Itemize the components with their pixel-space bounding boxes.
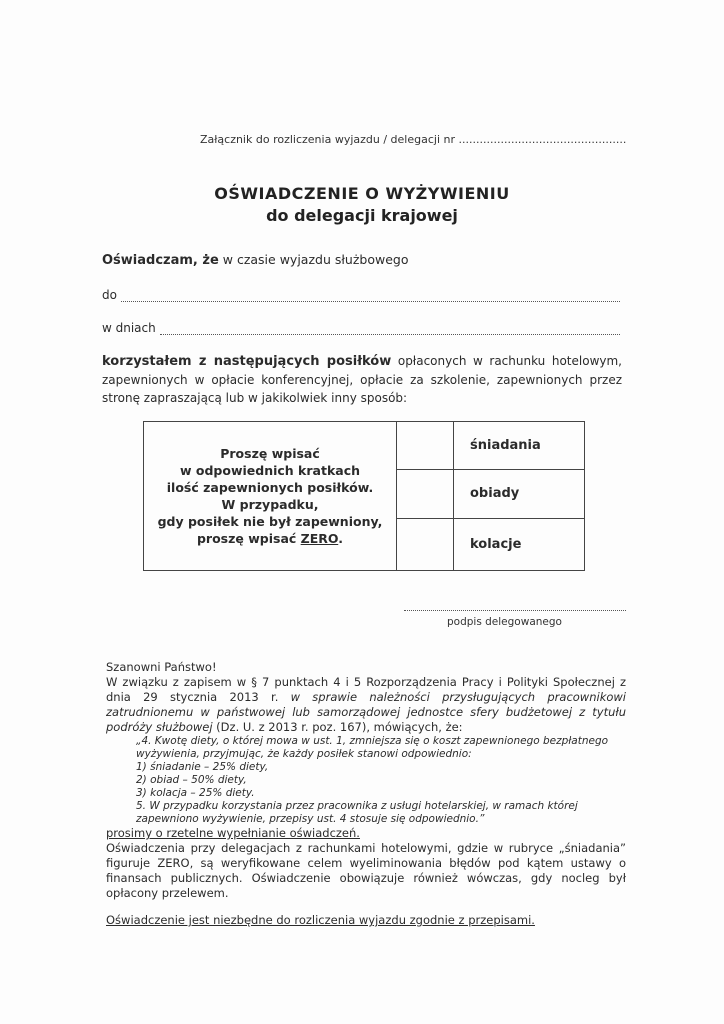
dates-label: w dniach xyxy=(102,321,156,335)
dinner-label: kolacje xyxy=(454,518,585,570)
destination-field[interactable] xyxy=(102,288,620,302)
letter-paragraph-1 xyxy=(106,675,626,735)
document-title: OŚWIADCZENIE O WYŻYWIENIU xyxy=(214,184,510,203)
dates-dotted-line[interactable] xyxy=(160,324,620,335)
dinner-count-cell[interactable] xyxy=(397,518,454,570)
meals-used-rest: opłaconych w rachunku hotelowym, zapewnionych w opłacie konferencyjnej, opłacie za szkolenie, zapewnionych przez stronę zapraszającą lub w jakikolwiek inny sposób: xyxy=(102,354,622,405)
meals-used-paragraph xyxy=(102,352,622,407)
breakfast-count-cell[interactable] xyxy=(397,422,454,470)
declaration-line xyxy=(102,252,408,268)
letter-p1-start: W związku z zapisem w § 7 punktach 4 i 5 Rozporządzenia Pracy i Polityki Społecznej z dnia 29 stycznia 2013 r. xyxy=(106,675,626,704)
quote-line-3: 2) obiad – 50% diety, xyxy=(136,774,247,786)
meals-used-bold: korzystałem z następujących posiłków xyxy=(102,354,392,369)
signature-label: podpis delegowanego xyxy=(447,616,562,628)
letter-closing: Oświadczenie jest niezbędne do rozliczenia wyjazdu zgodnie z przepisami. xyxy=(106,913,535,927)
lunch-label: obiady xyxy=(454,470,585,518)
instruction-line-5: gdy posiłek nie był zapewniony, xyxy=(157,514,383,529)
letter-p1-italic: w sprawie należności przysługujących pracownikowi zatrudnionemu w państwowej lub samorządowej jednostce sfery budżetowej z tytułu podróży służbowej xyxy=(106,690,626,734)
destination-dotted-line[interactable] xyxy=(121,291,620,302)
info-letter xyxy=(106,660,626,928)
letter-p1-end: (Dz. U. z 2013 r. poz. 167), mówiących, że: xyxy=(212,720,463,734)
attachment-reference: Załącznik do rozliczenia wyjazdu / delegacji nr ................................................ xyxy=(200,133,627,146)
instruction-line-6 xyxy=(148,530,392,547)
quote-line-2: 1) śniadanie – 25% diety, xyxy=(136,761,269,773)
meals-table xyxy=(143,421,585,571)
breakfast-label: śniadania xyxy=(454,422,585,470)
quote-line-5: 5. W przypadku korzystania przez pracownika z usługi hotelarskiej, w ramach której zapewniono wyżywienie, przepisy ust. 4 stosuje się odpowiednio.” xyxy=(136,800,578,825)
lunch-count-cell[interactable] xyxy=(397,470,454,518)
quote-line-1: „4. Kwotę diety, o której mowa w ust. 1, zmniejsza się o koszt zapewnionego bezpłatnego wyżywienia, przyjmując, że każdy posiłek stanowi odpowiednio: xyxy=(136,735,609,760)
letter-paragraph-2: Oświadczenia przy delegacjach z rachunkami hotelowymi, gdzie w rubryce „śniadania” figuruje ZERO, są weryfikowane celem wyeliminowania błędów pod kątem ustawy o finansach publicznych. Oświadczenie obowiązuje również wówczas, gdy nocleg był opłacony przelewem. xyxy=(106,841,626,900)
declaration-rest: w czasie wyjazdu służbowego xyxy=(218,252,409,267)
quote-line-4: 3) kolacja – 25% diety. xyxy=(136,787,255,799)
instruction-line-1: Proszę wpisać xyxy=(220,446,320,461)
dates-field[interactable] xyxy=(102,321,620,335)
declaration-bold: Oświadczam, że xyxy=(102,253,219,268)
meals-instruction-cell xyxy=(144,422,397,571)
letter-request: prosimy o rzetelne wypełnianie oświadczeń. xyxy=(106,826,360,840)
instruction-line-3: ilość zapewnionych posiłków. xyxy=(166,480,374,495)
signature-line[interactable] xyxy=(404,606,626,611)
instruction-line-2: w odpowiednich kratkach xyxy=(179,463,361,478)
instruction-zero: ZERO xyxy=(300,531,339,546)
document-subtitle: do delegacji krajowej xyxy=(266,206,458,225)
instruction-dot: . xyxy=(338,531,343,546)
letter-greeting: Szanowni Państwo! xyxy=(106,660,217,674)
destination-label: do xyxy=(102,288,117,302)
instruction-line-6-text: proszę wpisać xyxy=(196,531,301,546)
instruction-line-4: W przypadku, xyxy=(221,497,319,512)
